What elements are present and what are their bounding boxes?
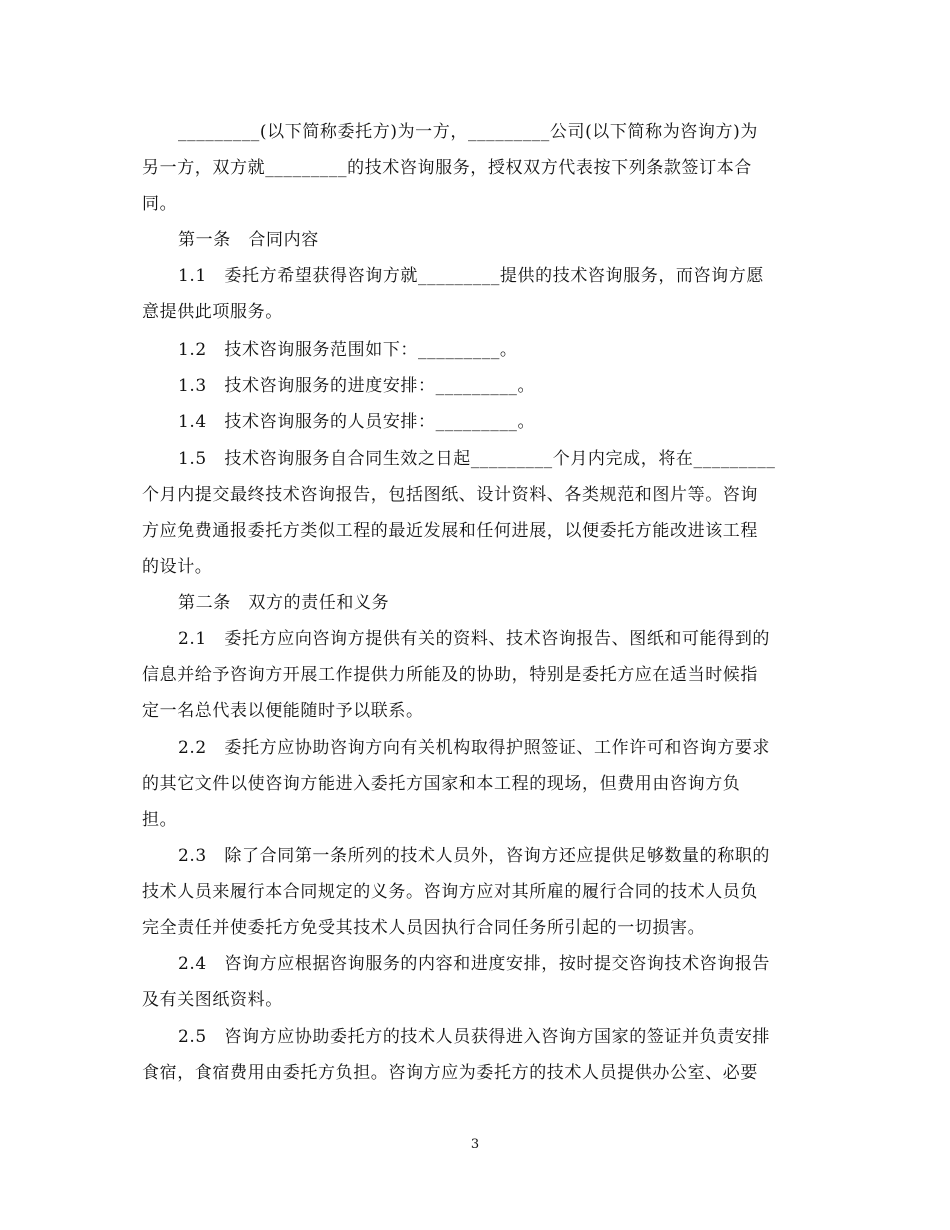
text-line: 意提供此项服务。 [142, 302, 283, 322]
text-line: 担。 [142, 810, 178, 830]
text-line: 定一名总代表以便能随时予以联系。 [142, 701, 424, 721]
text-line: 2.4 咨询方应根据咨询服务的内容和进度安排，按时提交咨询技术咨询报告 [178, 954, 771, 974]
text-line: 1.5 技术咨询服务自合同生效之日起_________个月内完成，将在_________ [178, 449, 776, 469]
text-line: 2.1 委托方应向咨询方提供有关的资料、技术咨询报告、图纸和可能得到的 [178, 629, 771, 649]
text-line: 完全责任并使委托方免受其技术人员因执行合同任务所引起的一切损害。 [142, 918, 706, 938]
page-number: 3 [470, 1137, 480, 1152]
text-line: 1.3 技术咨询服务的进度安排：_________。 [178, 376, 536, 396]
text-line: 食宿，食宿费用由委托方负担。咨询方应为委托方的技术人员提供办公室、必要 [142, 1063, 758, 1083]
text-line: 2.3 除了合同第一条所列的技术人员外，咨询方还应提供足够数量的称职的 [178, 846, 771, 866]
text-line: 技术人员来履行本合同规定的义务。咨询方应对其所雇的履行合同的技术人员负 [142, 882, 758, 902]
text-line: _________(以下简称委托方)为一方，_________公司(以下简称为咨询方)为 [178, 122, 758, 142]
text-line: 方应免费通报委托方类似工程的最近发展和任何进展，以便委托方能改进该工程 [142, 521, 758, 541]
section-heading: 第一条 合同内容 [178, 230, 319, 250]
text-line: 同。 [142, 194, 178, 214]
text-line: 2.5 咨询方应协助委托方的技术人员获得进入咨询方国家的签证并负责安排 [178, 1027, 771, 1047]
text-line: 的设计。 [142, 557, 213, 577]
text-line: 信息并给予咨询方开展工作提供力所能及的协助，特别是委托方应在适当时候指 [142, 665, 758, 685]
text-line: 及有关图纸资料。 [142, 990, 283, 1010]
text-line: 1.1 委托方希望获得咨询方就_________提供的技术咨询服务，而咨询方愿 [178, 266, 764, 286]
text-line: 1.2 技术咨询服务范围如下：_________。 [178, 340, 518, 360]
text-line: 个月内提交最终技术咨询报告，包括图纸、设计资料、各类规范和图片等。咨询 [142, 485, 758, 505]
section-heading: 第二条 双方的责任和义务 [178, 593, 390, 613]
text-line: 2.2 委托方应协助咨询方向有关机构取得护照签证、工作许可和咨询方要求 [178, 738, 771, 758]
text-line: 另一方，双方就_________的技术咨询服务，授权双方代表按下列条款签订本合 [142, 158, 752, 178]
text-line: 的其它文件以使咨询方能进入委托方国家和本工程的现场，但费用由咨询方负 [142, 774, 741, 794]
text-line: 1.4 技术咨询服务的人员安排：_________。 [178, 412, 536, 432]
